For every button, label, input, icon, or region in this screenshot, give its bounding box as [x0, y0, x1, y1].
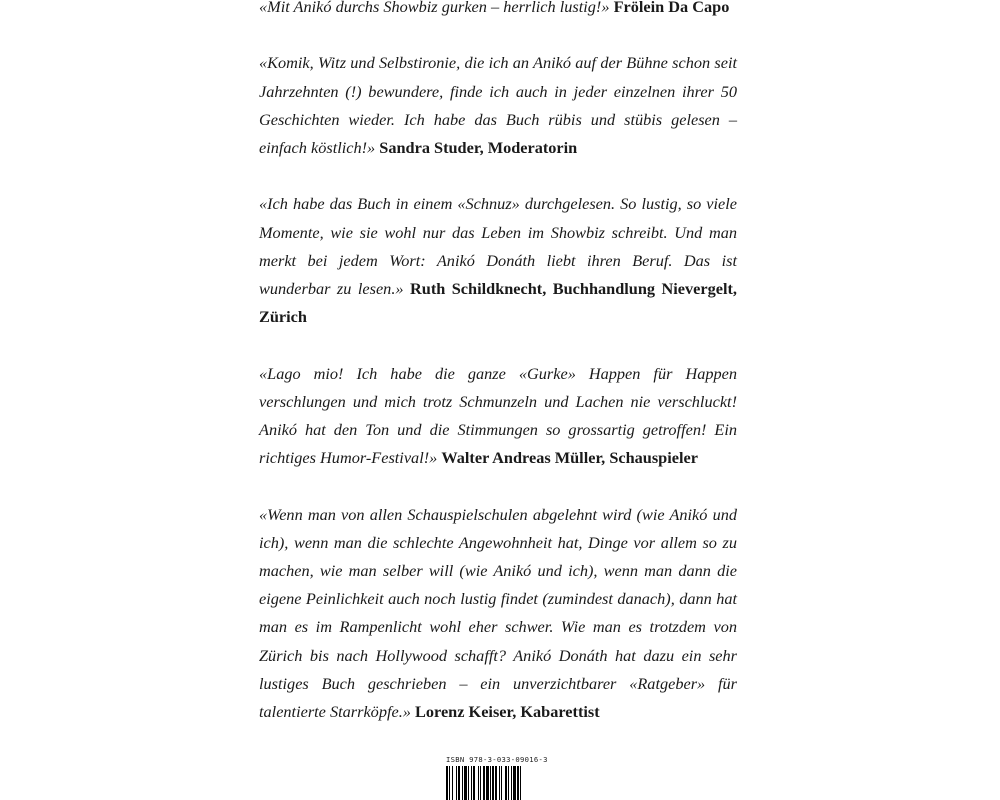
quote-author: Sandra Studer, Moderatorin — [379, 138, 578, 157]
barcode-bar — [458, 766, 460, 800]
quote-text: «Ich habe das Buch in einem «Schnuz» durchgelesen. So lustig, so viele Momente, wie sie wohl nur das Leben im Showbiz schreibt. Und man merkt bei jedem Wort: Anikó Donáth liebt ihren Beruf. Das ist wunderbar zu lesen.» — [259, 194, 737, 298]
barcode-bar — [499, 766, 500, 800]
barcode-bar — [462, 766, 463, 800]
barcode-bar — [473, 766, 475, 800]
barcode-bar — [490, 766, 491, 800]
barcode-bar — [505, 766, 507, 800]
quote-author: Ruth Schildknecht, Buchhandlung Nievergelt, Zürich — [259, 279, 737, 327]
barcode-bar — [513, 766, 516, 800]
barcode-bar — [520, 766, 521, 800]
barcode-bar — [456, 766, 457, 800]
quote-text: «Mit Anikó durchs Showbiz gurken – herrlich lustig!» — [259, 0, 610, 16]
quote-author: Lorenz Keiser, Kabarettist — [415, 702, 600, 722]
quote-2 — [259, 49, 737, 162]
barcode-bar — [508, 766, 509, 800]
quote-text: «Komik, Witz und Selbstironie, die ich an Anikó auf der Bühne schon seit Jahrzehnten (!) bewundere, finde ich auch in jeder einzelnen ihrer 50 Geschichten wieder. Ich habe das Buch rübis und stübis gelesen – einfach köstlich!» — [259, 53, 737, 157]
barcode-bar — [449, 766, 450, 800]
quote-author: Walter Andreas Müller, Schauspieler — [441, 448, 698, 468]
barcode-bar — [501, 766, 502, 800]
barcode-bar — [495, 766, 497, 800]
quote-3 — [259, 190, 737, 331]
barcode-bar — [486, 766, 489, 800]
barcode-bar — [483, 766, 485, 800]
quote-1 — [259, 0, 737, 21]
quote-author: Frölein Da Capo — [613, 0, 730, 16]
barcode-icon — [446, 766, 550, 800]
back-cover-text — [259, 0, 737, 754]
isbn-barcode — [446, 755, 550, 800]
barcode-bar — [452, 766, 453, 800]
barcode-bar — [446, 766, 448, 800]
quote-5 — [259, 501, 737, 727]
isbn-label: ISBN 978-3-033-09016-3 — [446, 755, 548, 764]
barcode-bar — [480, 766, 481, 800]
barcode-bar — [468, 766, 469, 800]
barcode-bar — [492, 766, 494, 800]
quote-text: «Wenn man von allen Schauspielschulen abgelehnt wird (wie Anikó und ich), wenn man die schlechte Angewohnheit hat, Dinge vor allem so zu machen, wie man selber will (wie Anikó und ich), wenn man dann die eigene Peinlichkeit auch noch lustig findet (zumindest danach), dann hat man es im Rampenlicht wohl eher schwer. Wie man es trotzdem von Zürich bis nach Hollywood schafft? Anikó Donáth hat dazu ein sehr lustiges Buch geschrieben – ein unverzichtbarer «Ratgeber» für talentierte Starrköpfe.» — [259, 504, 737, 722]
barcode-bar — [511, 766, 512, 800]
quote-text: «Lago mio! Ich habe die ganze «Gurke» Happen für Happen verschlungen und mich trotz Schmunzeln und Lachen nie verschluckt! Anikó hat den Ton und die Stimmungen so grossartig getroffen! Ein richtiges Humor-Festival!» — [259, 363, 737, 468]
barcode-bar — [471, 766, 472, 800]
barcode-bar — [517, 766, 519, 800]
barcode-bar — [464, 766, 467, 800]
barcode-bar — [478, 766, 479, 800]
quote-4 — [259, 360, 737, 473]
